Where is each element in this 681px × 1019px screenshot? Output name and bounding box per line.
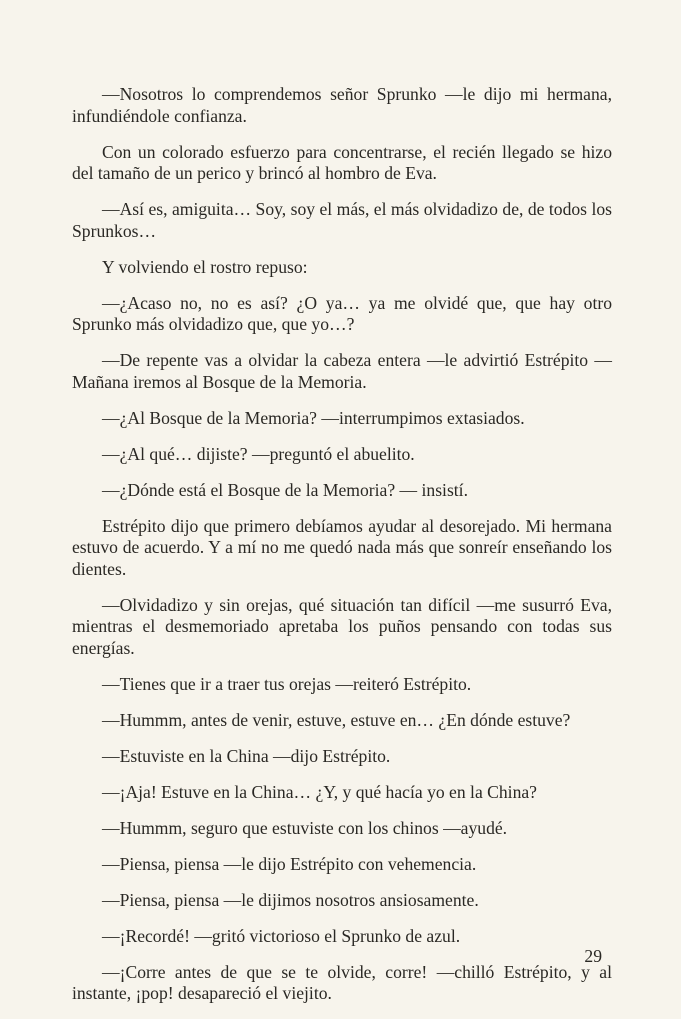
paragraph: —¿Acaso no, no es así? ¿O ya… ya me olvidé que, que hay otro Sprunko más olvidadizo que, que yo…? [72, 292, 612, 334]
paragraph: —Nosotros lo comprendemos señor Sprunko —le dijo mi hermana, infundiéndole confianza. [72, 84, 612, 126]
paragraph: —¿Dónde está el Bosque de la Memoria? — insistí. [102, 479, 468, 500]
paragraph: —Hummm, antes de venir, estuve, estuve en… ¿En dónde estuve? [102, 709, 571, 730]
paragraph: —Estuviste en la China —dijo Estrépito. [102, 745, 391, 766]
paragraph: Estrépito dijo que primero debíamos ayudar al desorejado. Mi hermana estuvo de acuerdo. Y a mí no me quedó nada más que sonreír enseñando los dientes. [72, 515, 612, 579]
paragraph: —Así es, amiguita… Soy, soy el más, el más olvidadizo de, de todos los Sprunkos… [72, 199, 612, 241]
paragraph: —Hummm, seguro que estuviste con los chinos —ayudé. [102, 817, 508, 838]
paragraph: —¡Aja! Estuve en la China… ¿Y, y qué hacía yo en la China? [102, 781, 537, 802]
paragraph: —¡Recordé! —gritó victorioso el Sprunko de azul. [102, 925, 461, 946]
paragraph: —Piensa, piensa —le dijimos nosotros ansiosamente. [102, 889, 479, 910]
paragraph: Con un colorado esfuerzo para concentrarse, el recién llegado se hizo del tamaño de un perico y brincó al hombro de Eva. [72, 141, 612, 183]
paragraph: —¡Corre antes de que se te olvide, corre! —chilló Estrépito, y al instante, ¡pop! desapareció el viejito. [72, 961, 612, 1003]
paragraph: —Olvidadizo y sin orejas, qué situación tan difícil —me susurró Eva, mientras el desmemoriado apretaba los puños pensando con todas sus energías. [72, 594, 612, 658]
body-text [72, 84, 612, 1019]
paragraph: —Piensa, piensa —le dijo Estrépito con vehemencia. [102, 853, 477, 874]
paragraph: —Tienes que ir a traer tus orejas —reiteró Estrépito. [102, 673, 472, 694]
paragraph: Y volviendo el rostro repuso: [102, 256, 308, 277]
paragraph: —¿Al qué… dijiste? —preguntó el abuelito. [102, 443, 415, 464]
paragraph: —¿Al Bosque de la Memoria? —interrumpimos extasiados. [102, 407, 525, 428]
page-number: 29 [584, 946, 602, 966]
paragraph: —De repente vas a olvidar la cabeza entera —le advirtió Estrépito —Mañana iremos al Bosque de la Memoria. [72, 350, 612, 392]
